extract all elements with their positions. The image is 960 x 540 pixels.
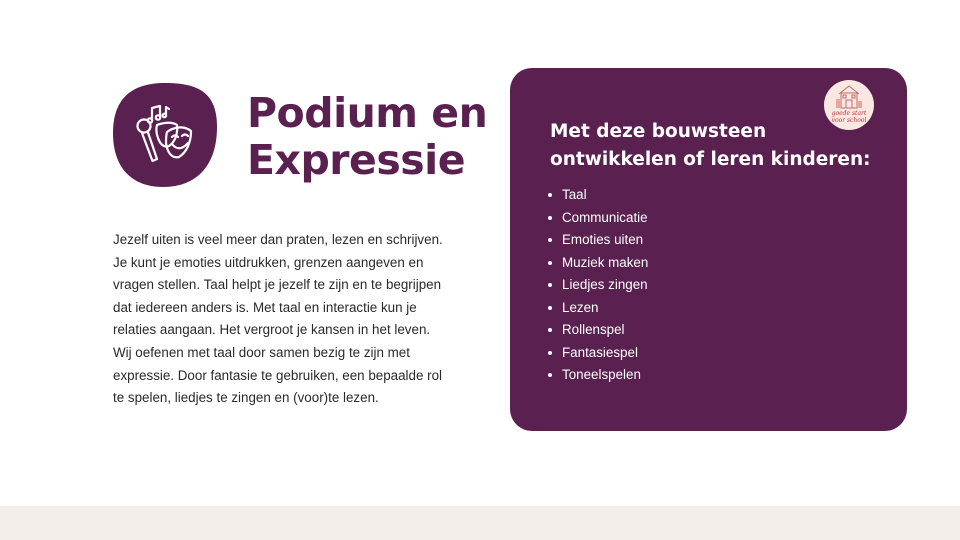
logo-line-2: voor school: [831, 116, 867, 124]
microphone-theater-masks-icon: [111, 81, 219, 189]
development-panel: [510, 68, 907, 431]
bullet-icon: [548, 373, 552, 377]
list-item: Muziek maken: [548, 252, 648, 275]
list-item: Emoties uiten: [548, 229, 648, 252]
panel-heading: [550, 118, 890, 174]
list-item: Toneelspelen: [548, 364, 648, 387]
panel-heading-line-1: Met deze bouwsteen: [550, 121, 767, 142]
bullet-icon: [548, 351, 552, 355]
bullet-icon: [548, 283, 552, 287]
intro-paragraph: Jezelf uiten is veel meer dan praten, lezen en schrijven. Je kunt je emoties uitdrukken, grenzen aangeven en vragen stellen. Taal helpt je jezelf te zijn en te begrijpen dat iedereen anders is. Met taal en interactie kun je relaties aangaan. Het vergroot je kansen in het leven. Wij oefenen met taal door samen bezig te zijn met expressie. Door fantasie te gebruiken, een bepaalde rol te spelen, liedjes te zingen en (voor)te lezen.: [113, 232, 443, 406]
bullet-icon: [548, 238, 552, 242]
list-item: Communicatie: [548, 207, 648, 230]
bullet-icon: [548, 306, 552, 310]
bullet-icon: [548, 328, 552, 332]
page-title: [247, 90, 487, 184]
list-item: Rollenspel: [548, 319, 648, 342]
list-item: Liedjes zingen: [548, 274, 648, 297]
title-line-2: Expressie: [247, 136, 465, 184]
bullet-icon: [548, 261, 552, 265]
footer-band: [0, 506, 960, 540]
list-item: Fantasiespel: [548, 342, 648, 365]
bullet-icon: [548, 216, 552, 220]
title-line-1: Podium en: [247, 89, 488, 137]
list-item: Lezen: [548, 297, 648, 320]
bullet-icon: [548, 193, 552, 197]
panel-heading-line-2: ontwikkelen of leren kinderen:: [550, 149, 871, 170]
skills-list: [548, 184, 648, 387]
list-item: Taal: [548, 184, 648, 207]
logo-line-1: goede start: [831, 110, 867, 117]
